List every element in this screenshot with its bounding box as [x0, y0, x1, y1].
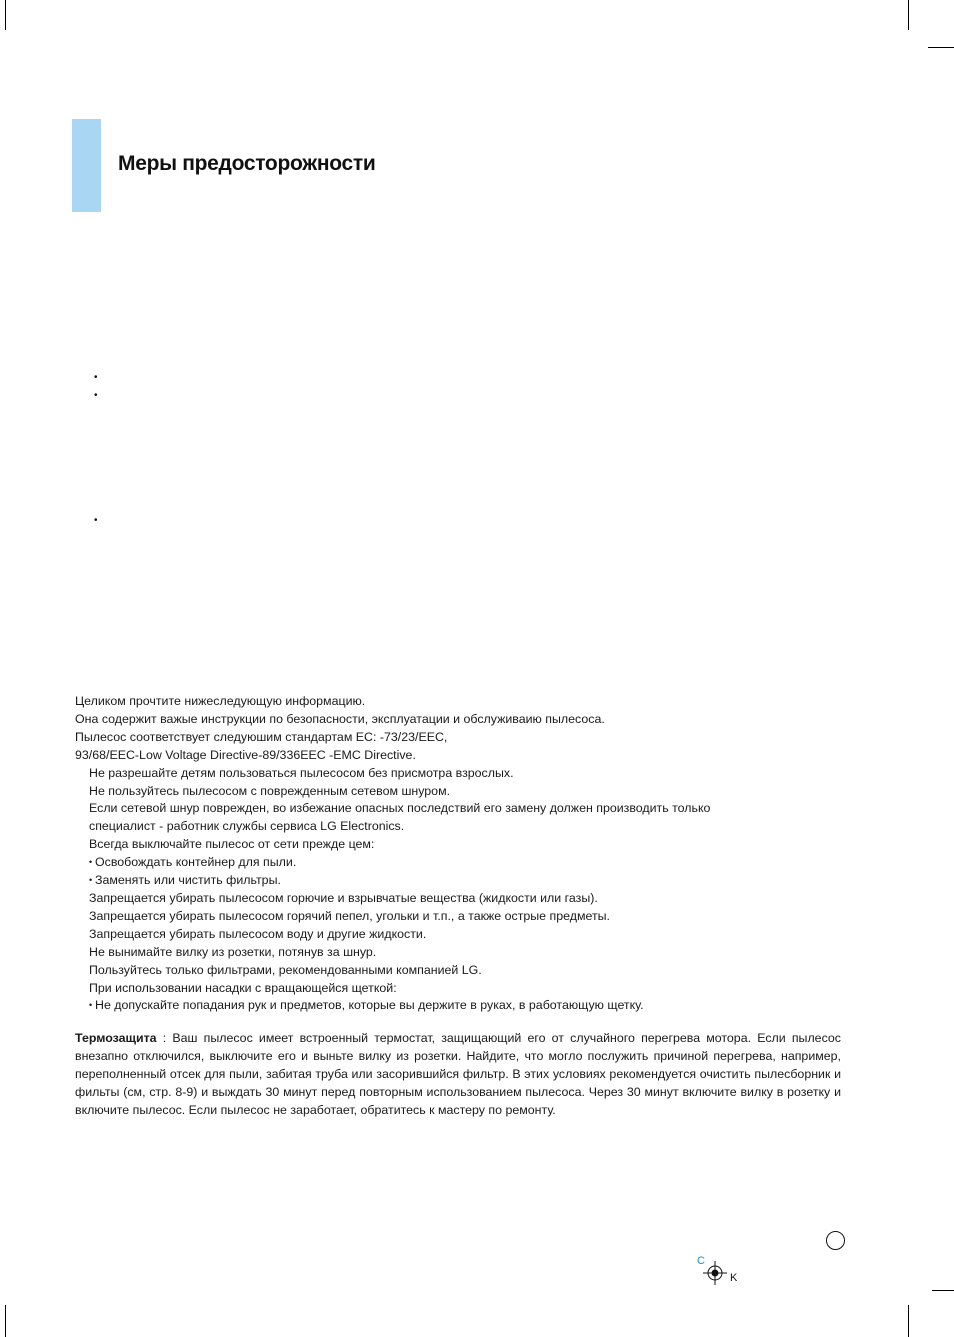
crop-mark-bottom-right: [908, 1305, 909, 1337]
thermal-protection-text: : Ваш пылесос имеет встроенный термостат, защищающий его от случайного перегрева мотора. Если пылесос внезапно отключился, выключите его и выньте вилку из розетки. Найдите, что могло послужить причиной перегрева, например, переполненный отсек для пыли, забитая труба или засорившийся фильтр. В этих условиях рекомендуется очистить пылесборник и фильты (см, стр. 8-9) и выждать 30 минут перед повторным использованием пылесоса. Через 30 минут включите вилку в розетку и включите пылесос. Если пылесос не заработает, обратитесь к мастеру по ремонту.: [75, 1031, 841, 1117]
title-accent-bar: [72, 119, 101, 212]
instructions-block: [75, 693, 845, 1015]
precaution-line: Запрещается убирать пылесосом горючие и взрывчатые вещества (жидкости или газы).: [89, 890, 598, 905]
page-number-circle: [826, 1231, 845, 1250]
precaution-line: Пользуйтесь только фильтрами, рекомендованными компанией LG.: [89, 962, 482, 977]
precaution-line: Всегда выключайте пылесос от сети прежде цем:: [89, 837, 375, 852]
precaution-line: Запрещается убирать пылесосом воду и другие жидкости.: [89, 926, 427, 941]
list-item: • Заменять или чистить фильтры.: [75, 872, 845, 890]
thermal-protection-paragraph: [75, 1029, 841, 1119]
crop-mark-right-upper: [928, 47, 954, 48]
bullet-dot: •: [94, 372, 98, 383]
precaution-line: специалист - работник службы сервиса LG Electronics.: [89, 819, 405, 834]
crop-mark-top-right: [908, 0, 909, 30]
precaution-line: Если сетевой шнур поврежден, во избежание опасных последствий его замену должен производить только: [89, 801, 711, 816]
intro-line: 93/68/ЕЕС-Low Voltage Directive-89/336EEC -EMC Directive.: [75, 747, 416, 762]
page-title: Меры предосторожности: [118, 152, 376, 175]
crop-mark-top-left: [5, 0, 6, 30]
precaution-line: Не вынимайте вилку из розетки, потянув за шнур.: [89, 944, 377, 959]
precaution-line: При использовании насадки с вращающейся щеткой:: [89, 980, 397, 995]
bullet-icon: •: [89, 857, 93, 868]
thermal-protection-label: Термозащита: [75, 1031, 157, 1045]
precaution-line: Не пользуйтесь пылесосом с поврежденным сетевом шнуром.: [89, 783, 451, 798]
intro-line: Она содержит важые инструкции по безопасности, эксплуатации и обслуживаию пылесоса.: [75, 711, 605, 726]
list-item: • Освобождать контейнер для пыли.: [75, 854, 845, 872]
intro-line: Пылесос соответствует следуюшим стандартам ЕС: -73/23/ЕЕС,: [75, 729, 448, 744]
list-item: • Не допускайте попадания рук и предметов, которые вы держите в руках, в работающую щетку.: [75, 997, 845, 1015]
precaution-line: Не разрешайте детям пользоваться пылесосом без присмотра взрослых.: [89, 765, 514, 780]
precaution-line: Запрещается убирать пылесосом горячий пепел, угольки и т.п., а также острые предметы.: [89, 908, 610, 923]
crop-mark-bottom-left: [5, 1305, 6, 1337]
bullet-icon: •: [89, 1000, 93, 1011]
color-mark-c: C: [697, 1255, 705, 1267]
bullet-dot: •: [94, 390, 98, 401]
bullet-icon: •: [89, 875, 93, 886]
color-mark-k: K: [730, 1272, 738, 1284]
intro-line: Целиком прочтите нижеследующую информацию.: [75, 694, 366, 708]
bullet-dot: •: [94, 515, 98, 526]
registration-target-icon: [703, 1261, 727, 1285]
crop-mark-right-lower: [932, 1290, 954, 1291]
